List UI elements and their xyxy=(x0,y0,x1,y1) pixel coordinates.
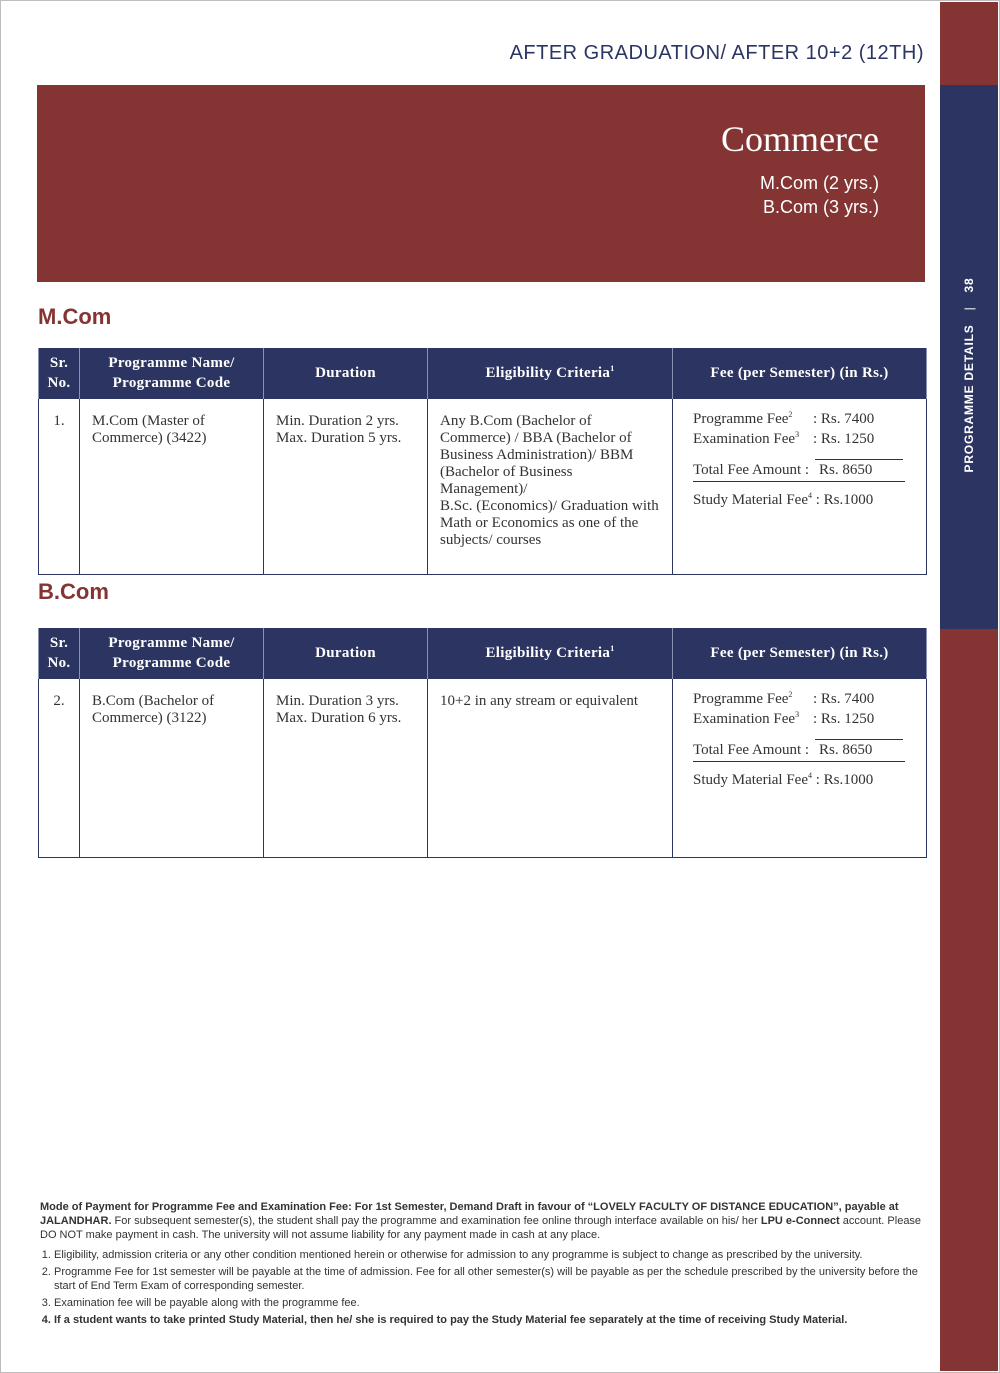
duration-max: Max. Duration 6 yrs. xyxy=(276,710,402,726)
study-material-fee-line xyxy=(693,492,916,509)
footnote-4: 4. If a student wants to take printed Study Material, then he/ she is required to pay the Study Material fee separately at the time of receiving Study Material. xyxy=(54,1313,930,1327)
header-sr: Sr. No. xyxy=(39,628,80,679)
header-fee: Fee (per Semester) (in Rs.) xyxy=(673,628,927,679)
duration-min: Min. Duration 3 yrs. xyxy=(276,693,399,709)
exam-fee-label: Examination Fee xyxy=(693,431,796,447)
cell-programme-name: M.Com (Master of Commerce) (3422) xyxy=(80,399,264,575)
total-fee-value: Rs. 8650 xyxy=(815,739,903,762)
cell-eligibility xyxy=(428,679,673,858)
header-eligibility xyxy=(428,348,673,399)
total-fee-label: Total Fee Amount : xyxy=(693,742,810,758)
footnote-marker: 1 xyxy=(610,364,615,373)
footnote-1: 1. Eligibility, admission criteria or any other condition mentioned herein or otherwise for admission to any programme is subject to change as prescribed by the university. xyxy=(54,1248,930,1262)
footnote-list xyxy=(40,1248,930,1327)
sidebar-section-label: PROGRAMME DETAILS xyxy=(962,324,976,473)
table-header-row xyxy=(39,628,927,679)
programme-fee-label: Programme Fee xyxy=(693,691,789,707)
table-header-row xyxy=(39,348,927,399)
header-name: Programme Name/ Programme Code xyxy=(80,348,264,399)
duration-max: Max. Duration 5 yrs. xyxy=(276,430,402,446)
header-duration: Duration xyxy=(264,348,428,399)
bcom-table xyxy=(38,628,927,858)
eligibility-text-1: Any B.Com (Bachelor of Commerce) / BBA (Bachelor of Business Administration)/ BBM (Bachelor of Business Management)/ xyxy=(440,413,634,497)
footnote-marker: 4 xyxy=(807,771,812,780)
study-material-fee-line xyxy=(693,772,916,789)
bcom-section-title: B.Com xyxy=(38,579,109,604)
header-eligibility xyxy=(428,628,673,679)
study-fee-value: : Rs.1000 xyxy=(811,772,874,788)
total-fee-line xyxy=(693,459,905,482)
top-heading: AFTER GRADUATION/ AFTER 10+2 (12TH) xyxy=(509,42,924,64)
eligibility-text-1: 10+2 in any stream or equivalent xyxy=(440,693,638,709)
study-fee-label: Study Material Fee xyxy=(693,772,808,788)
mcom-section-title: M.Com xyxy=(38,304,112,329)
programme-fee-value: : Rs. 7400 xyxy=(813,411,875,427)
payment-bold-2: LPU e-Connect xyxy=(760,1215,840,1227)
page-number: 38 xyxy=(962,277,976,293)
footnote-marker: 4 xyxy=(807,491,812,500)
total-fee-line xyxy=(693,739,905,762)
header-eligibility-text: Eligibility Criteria xyxy=(485,645,611,661)
exam-fee-value: : Rs. 1250 xyxy=(813,711,875,727)
programme-fee-line xyxy=(693,411,916,431)
mcom-table xyxy=(38,348,927,575)
banner-line-1: M.Com (2 yrs.) xyxy=(760,173,879,193)
footnote-marker: 1 xyxy=(610,644,615,653)
footnote-2: 2. Programme Fee for 1st semester will be payable at the time of admission. Fee for all other semester(s) will be payable as per the schedule prescribed by the university before the start of End Term Exam of corresponding semester. xyxy=(54,1265,930,1293)
footnote-marker: 3 xyxy=(795,430,800,439)
cell-duration xyxy=(264,679,428,858)
table-row xyxy=(39,679,927,858)
cell-sr: 1. xyxy=(39,399,80,575)
payment-text-1: For subsequent semester(s), the student shall pay the programme and examination fee online through interface available on his/ her xyxy=(111,1215,761,1227)
banner xyxy=(37,85,925,282)
total-fee-label: Total Fee Amount : xyxy=(693,462,810,478)
sidebar-top-band xyxy=(940,2,998,85)
cell-programme-name: B.Com (Bachelor of Commerce) (3122) xyxy=(80,679,264,858)
sidebar-bottom-band xyxy=(940,629,998,1371)
sidebar-label xyxy=(940,85,998,629)
banner-title: Commerce xyxy=(721,119,879,159)
cell-sr: 2. xyxy=(39,679,80,858)
exam-fee-line xyxy=(693,711,916,731)
cell-fee xyxy=(673,679,927,858)
payment-text-2: account. Please DO NOT make payment in cash. The university will not assume liability for any payment made in cash at any place. xyxy=(40,1215,922,1241)
header-name: Programme Name/ Programme Code xyxy=(80,628,264,679)
programme-fee-label: Programme Fee xyxy=(693,411,789,427)
header-duration: Duration xyxy=(264,628,428,679)
eligibility-text-2: B.Sc. (Economics)/ Graduation with Math or Economics as one of the subjects/ courses xyxy=(440,498,659,548)
total-fee-value: Rs. 8650 xyxy=(815,459,903,482)
payment-bold-1: Mode of Payment for Programme Fee and Examination Fee: For 1st Semester, Demand Draft in favour of “LOVELY FACULTY OF DISTANCE EDUCATION”, payable at JALANDHAR. xyxy=(40,1201,899,1227)
cell-duration xyxy=(264,399,428,575)
header-fee: Fee (per Semester) (in Rs.) xyxy=(673,348,927,399)
footnote-marker: 3 xyxy=(795,710,800,719)
cell-fee xyxy=(673,399,927,575)
footer-notes xyxy=(40,1200,930,1330)
programme-fee-line xyxy=(693,691,916,711)
exam-fee-line xyxy=(693,431,916,451)
table-row xyxy=(39,399,927,575)
study-fee-label: Study Material Fee xyxy=(693,492,808,508)
header-sr: Sr. No. xyxy=(39,348,80,399)
payment-mode-paragraph xyxy=(40,1200,930,1242)
footnote-3: 3. Examination fee will be payable along with the programme fee. xyxy=(54,1296,930,1310)
banner-line-2: B.Com (3 yrs.) xyxy=(762,197,879,217)
footnote-marker: 2 xyxy=(788,690,793,699)
cell-eligibility xyxy=(428,399,673,575)
programme-fee-value: : Rs. 7400 xyxy=(813,691,875,707)
sidebar-separator: | xyxy=(962,306,976,311)
exam-fee-label: Examination Fee xyxy=(693,711,796,727)
header-eligibility-text: Eligibility Criteria xyxy=(485,365,611,381)
duration-min: Min. Duration 2 yrs. xyxy=(276,413,399,429)
exam-fee-value: : Rs. 1250 xyxy=(813,431,875,447)
study-fee-value: : Rs.1000 xyxy=(811,492,874,508)
footnote-marker: 2 xyxy=(788,410,793,419)
